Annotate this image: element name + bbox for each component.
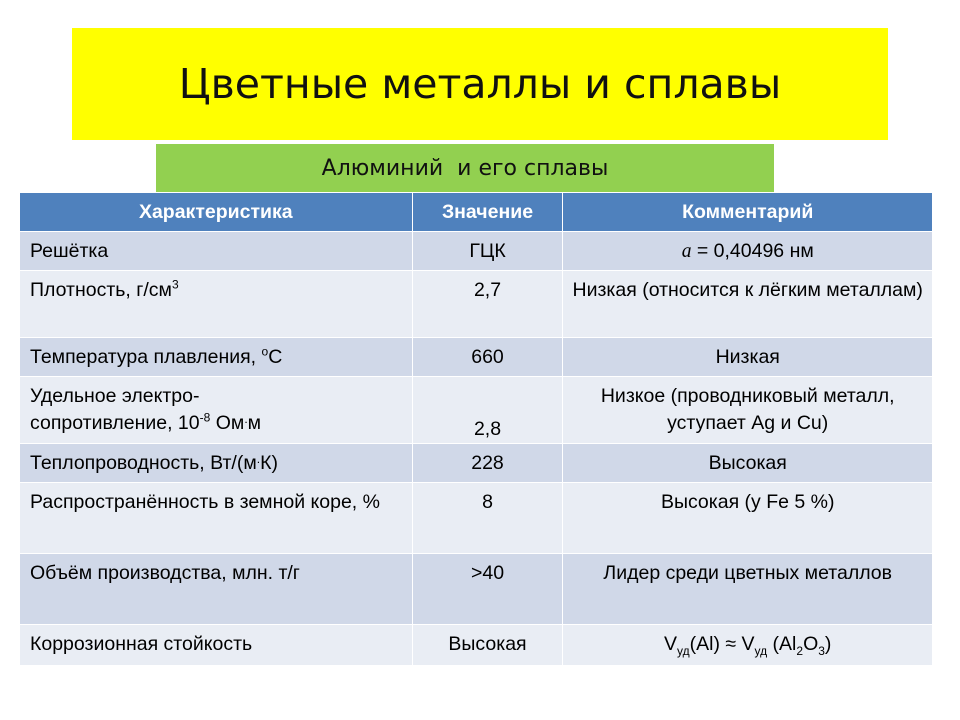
cell-comment: Высокая (у Fe 5 %) [563, 483, 933, 554]
lattice-parameter-symbol: a [681, 241, 692, 262]
specific-volume-formula: $V_{уд}(Al) \approx V_{уд}$ $(Al_2O_3)$ [664, 633, 832, 658]
cell-characteristic: Теплопроводность, Вт/(м.К) [20, 444, 413, 483]
cell-characteristic: Решётка [20, 232, 413, 271]
cell-value: 2,8 [412, 377, 563, 444]
cell-comment: Низкая [563, 338, 933, 377]
cell-value: ГЦК [412, 232, 563, 271]
table-row [20, 271, 933, 338]
table-row [20, 444, 933, 483]
cell-value: 660 [412, 338, 563, 377]
title-banner [72, 28, 888, 140]
cell-value: Высокая [412, 625, 563, 666]
properties-table [19, 192, 933, 666]
cell-comment: Высокая [563, 444, 933, 483]
cell-characteristic: Распространённость в земной коре, % [20, 483, 413, 554]
cell-characteristic: Плотность, $г/см^3$ [20, 271, 413, 338]
cell-characteristic: Коррозионная стойкость [20, 625, 413, 666]
cell-comment: a = 0,40496 нм [563, 232, 933, 271]
cell-value: 8 [412, 483, 563, 554]
table-row [20, 483, 933, 554]
cell-characteristic: Объём производства, млн. т/г [20, 554, 413, 625]
table-row [20, 338, 933, 377]
cell-characteristic: Температура плавления, $^о$С [20, 338, 413, 377]
subtitle-banner [156, 144, 774, 192]
page-subtitle: Алюминий и его сплавы [321, 155, 609, 181]
page-title: Цветные металлы и сплавы [178, 60, 782, 108]
table-row [20, 232, 933, 271]
cell-value: 2,7 [412, 271, 563, 338]
cell-value: >40 [412, 554, 563, 625]
cell-comment: Низкая (относится к лёгким металлам) [563, 271, 933, 338]
table-header-row [20, 193, 933, 232]
table-row [20, 377, 933, 444]
cell-value: 228 [412, 444, 563, 483]
cell-comment: Лидер среди цветных металлов [563, 554, 933, 625]
table-row [20, 625, 933, 666]
header-comment: Комментарий [563, 193, 933, 232]
header-value: Значение [412, 193, 563, 232]
header-characteristic: Характеристика [20, 193, 413, 232]
table-row [20, 554, 933, 625]
cell-comment [563, 625, 933, 666]
cell-characteristic: Удельное электро- сопротивление, $10^{-8}$ Ом.м [20, 377, 413, 444]
cell-comment: Низкое (проводниковый металл, уступает Ag и Cu) [563, 377, 933, 444]
